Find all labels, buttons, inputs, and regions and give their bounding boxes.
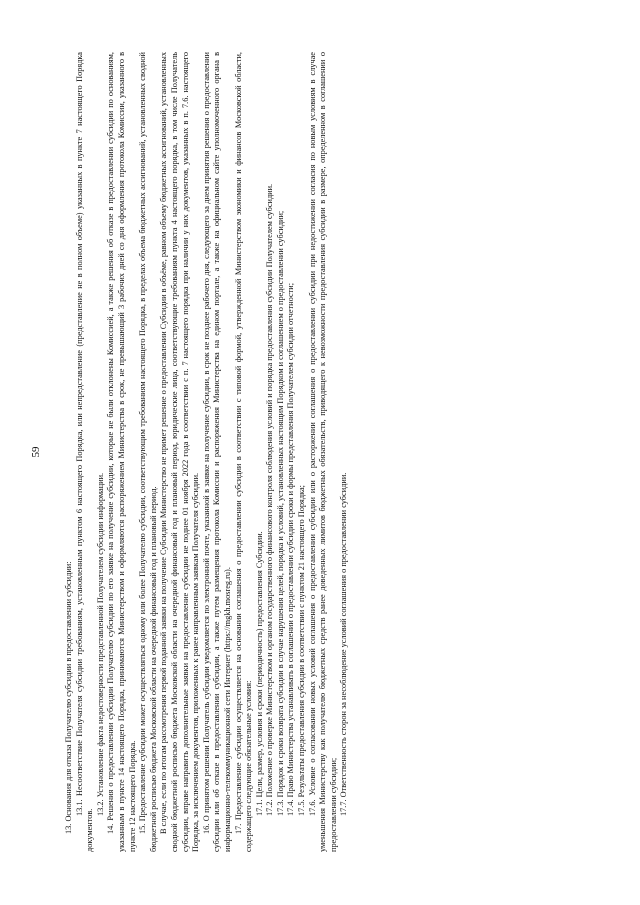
paragraph: 14. Решения о предоставлении субсидии Получателю субсидии по его заявке на получение субсидии, которые не были отклонены Комиссией, а также решения об отказе в предоставлении субсидии по основаниям, указанным в пункте 14 настоящего Порядка, принимаются Министерством и оформляются распоряжением Министерства в срок, не превышающий 3 рабочих дней со дня оформления протокола Комиссии, указанного в пункте 12 настоящего Порядка. <box>106 52 137 852</box>
paragraph: 13. Основания для отказа Получателю субсидии в предоставлении субсидии: <box>64 561 73 834</box>
paragraph: 16. О принятом решении Получатель субсидии уведомляется по электронной почте, указанной в заявке на получение субсидии, в срок не позднее рабочего дня, следующего за днем принятия решения о предоставлении субсидии или об отказе в предоставлении субсидии, а также путем размещения протокола Комиссии и распоряжения Министерства на едином портале, а также на официальном сайте уполномоченного органа в информационно-телекоммуникационной сети Интернет (https://mgkh.mosreg.ru). <box>201 52 232 852</box>
paragraph: В случае, если по итогам рассмотрения первой поданной заявки на получение Субсидии Министерство не примет решение о предоставлении Субсидии в объёме, равном объему бюджетных ассигнований, установленных сводной бюджетной росписью бюджета Московской области на очередной финансовый год и плановый период, юридические лица, соответствующие требованиям пункта 4 настоящего порядка, в том числе Получатель субсидии, вправе направить дополнительные заявки на предоставление субсидии не поднее 01 ноября 2022 года в соответствии с п. 7 настоящего порядка при наличии у них документов, указанных в п. 7.6. настоящего Порядка, за исключением документов, приложенных к ранее направленным заявкам Получателя субсидии. <box>159 52 201 852</box>
paragraph: 17. Предоставление субсидии осуществляется на основании соглашения о предоставлении субсидии в соответствии с типовой формой, утвержденной Министерством экономики и финансов Московской области, содержащего следующие обязательные условия: <box>233 52 254 852</box>
document-body <box>64 52 350 852</box>
paragraph: 17.1. Цели, размер, условия и сроки (периодичность) предоставления Субсидии. <box>254 531 264 816</box>
paragraph: 17.2. Положение о проверке Министерством и органом государственного финансового контроля соблюдения условий и порядка предоставления субсидии Получателем субсидии. <box>265 183 275 816</box>
page-number: 59 <box>30 446 42 458</box>
paragraph: 15. Предоставление субсидии может осуществляться одному или более Получателю субсидии, соответствующим требованиям настоящего Порядка, в пределах объема бюджетных ассигнований, установленных сводной бюджетной росписью бюджета Московской области на очередной финансовый год и плановый период. <box>138 52 158 852</box>
paragraph: 17.6. Условие о согласовании новых условий соглашения о предоставлении субсидии или о расторжении соглашения о предоставлении субсидии при недостижении согласия по новым условиям в случае уменьшения Министерству как получателю бюджетных средств ранее доведенных лимитов бюджетных обязательств, приводящего к невозможности предоставления субсидии в размере, определенном в соглашении о предоставлении субсидии; <box>307 52 338 852</box>
document-page <box>30 52 610 852</box>
paragraph: 13.2. Установление факта недостоверности представленной Получателем субсидии информации. <box>95 472 105 816</box>
paragraph: 13.1. Несоответствие Получателя субсидии требованиям, установленным пунктом 6 настоящего Порядка, или непредставление (представление не в полном объеме) указанных в пункте 7 настоящего Порядка документов. <box>74 52 95 852</box>
paragraph: 17.3. Порядок и сроки возврата субсидии в случае нарушения целей, порядка и условий, установленных настоящим Порядком и соглашением о предоставлении субсидии; <box>275 210 285 816</box>
paragraph: 17.5. Результаты предоставления субсидии в соответствии с пунктом 21 настоящего Порядка; <box>297 485 307 816</box>
paragraph: 17.4. Право Министерства устанавливать в соглашении о предоставлении субсидии сроки и формы представления Получателем субсидии отчетности; <box>286 282 296 816</box>
paragraph: 17.7. Ответственность сторон за несоблюдение условий соглашения о предоставлении субсидии. <box>339 472 349 816</box>
